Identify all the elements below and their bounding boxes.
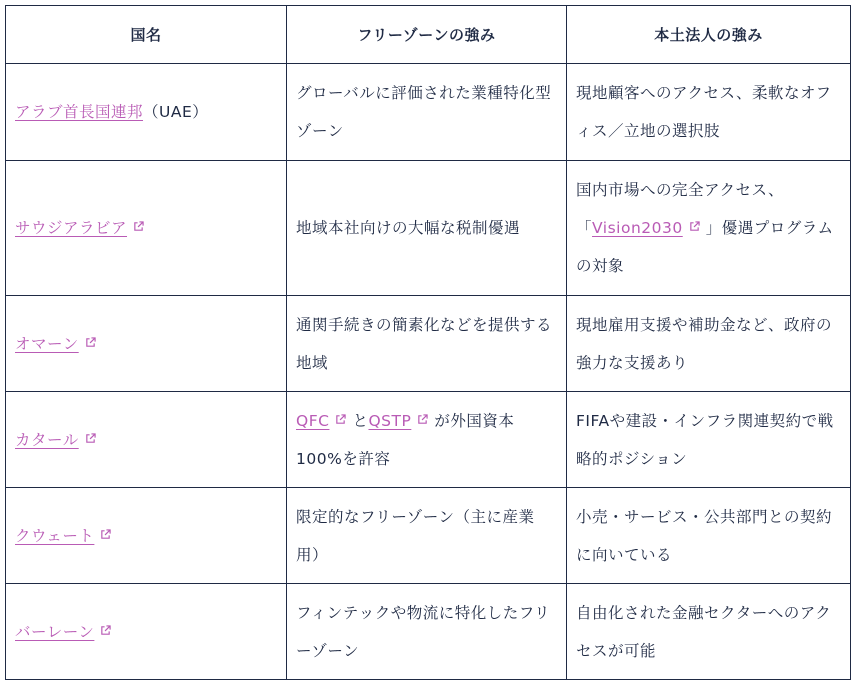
qfc-link[interactable]: QFC [296, 411, 330, 430]
mainland-cell [567, 161, 851, 296]
country-link[interactable]: サウジアラビア [15, 219, 128, 237]
country-cell [6, 488, 287, 584]
country-cell [6, 584, 287, 680]
mainland-text: 」優遇プログラムの対象 [576, 219, 834, 275]
header-country: 国名 [6, 6, 287, 64]
mainland-cell: 小売・サービス・公共部門との契約に向いている [567, 488, 851, 584]
freezone-cell: 限定的なフリーゾーン（主に産業用） [287, 488, 567, 584]
header-row [6, 6, 851, 64]
country-link[interactable]: アラブ首長国連邦 [15, 103, 144, 121]
freezone-cell: 地域本社向けの大幅な税制優遇 [287, 161, 567, 296]
freezone-cell: フィンテックや物流に特化したフリーゾーン [287, 584, 567, 680]
external-link-icon [689, 221, 700, 232]
external-link-icon [85, 337, 96, 348]
external-link-icon [335, 414, 346, 425]
country-suffix: （UAE） [143, 103, 209, 121]
table-row [6, 296, 851, 392]
header-mainland: 本土法人の強み [567, 6, 851, 64]
header-freezone: フリーゾーンの強み [287, 6, 567, 64]
country-link[interactable]: バーレーン [15, 622, 95, 641]
external-link-icon [100, 625, 111, 636]
vision2030-link[interactable]: Vision2030 [592, 219, 683, 237]
country-cell [6, 161, 287, 296]
country-link[interactable]: カタール [15, 430, 79, 449]
country-cell [6, 296, 287, 392]
mainland-cell: 自由化された金融セクターへのアクセスが可能 [567, 584, 851, 680]
table-row [6, 488, 851, 584]
freezone-text: が外国資本100%を許容 [296, 411, 515, 468]
country-cell [6, 64, 287, 161]
freezone-text: と [352, 411, 369, 430]
qstp-link[interactable]: QSTP [368, 411, 412, 430]
mainland-cell: FIFAや建設・インフラ関連契約で戦略的ポジション [567, 392, 851, 488]
mainland-cell: 現地雇用支援や補助金など、政府の強力な支援あり [567, 296, 851, 392]
country-cell [6, 392, 287, 488]
country-link[interactable]: クウェート [15, 526, 95, 545]
table-row [6, 161, 851, 296]
external-link-icon [100, 529, 111, 540]
mainland-cell: 現地顧客へのアクセス、柔軟なオフィス／立地の選択肢 [567, 64, 851, 161]
comparison-table [5, 5, 851, 680]
mainland-text: 国内市場への完全アクセス、「 [576, 181, 785, 237]
country-link[interactable]: オマーン [15, 334, 79, 353]
external-link-icon [85, 433, 96, 444]
table-row [6, 584, 851, 680]
table-row [6, 64, 851, 161]
external-link-icon [133, 221, 144, 232]
table-row [6, 392, 851, 488]
external-link-icon [417, 414, 428, 425]
freezone-cell [287, 392, 567, 488]
freezone-cell: 通関手続きの簡素化などを提供する地域 [287, 296, 567, 392]
freezone-cell: グローバルに評価された業種特化型ゾーン [287, 64, 567, 161]
